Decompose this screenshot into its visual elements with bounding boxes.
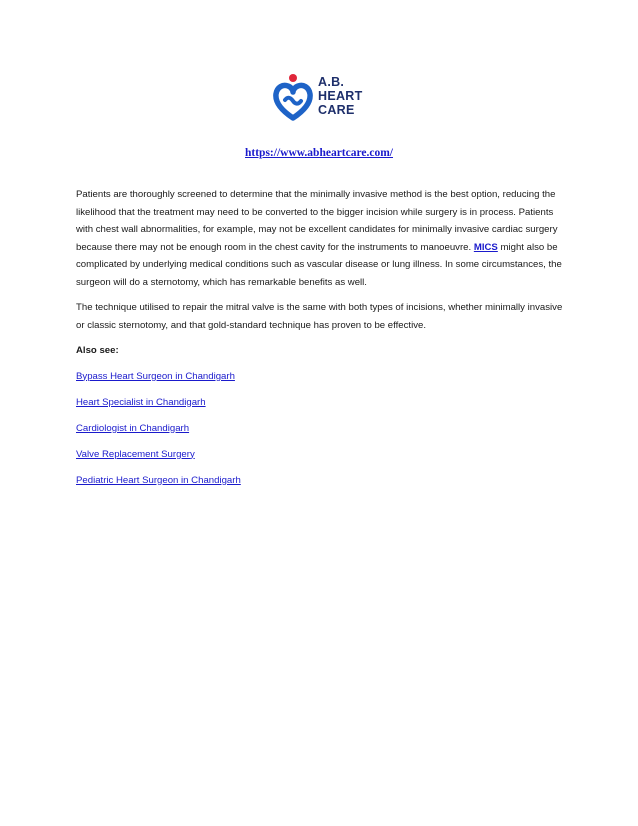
list-item (76, 394, 566, 412)
site-logo (273, 72, 373, 124)
related-links-list (76, 368, 566, 490)
link-valve-replacement[interactable]: Valve Replacement Surgery (76, 448, 195, 460)
website-link[interactable]: https://www.abheartcare.com/ (245, 147, 393, 159)
logo-line-3: CARE (318, 103, 355, 117)
also-see-heading: Also see: (76, 345, 119, 356)
list-item (76, 446, 566, 464)
heart-logo-icon (273, 72, 317, 122)
link-heart-specialist[interactable]: Heart Specialist in Chandigarh (76, 396, 206, 408)
logo-line-1: A.B. (318, 75, 345, 89)
document-body (76, 186, 566, 498)
paragraph-1 (76, 186, 566, 291)
link-pediatric-heart-surgeon[interactable]: Pediatric Heart Surgeon in Chandigarh (76, 474, 241, 486)
link-cardiologist[interactable]: Cardiologist in Chandigarh (76, 422, 190, 434)
paragraph-1-text-after: might also be complicated by underlying medical conditions such as vascular disease or lung illness. In some circumstances, the surgeon will do a sternotomy, which has remarkable benefits as well. (76, 241, 562, 288)
list-item (76, 420, 566, 438)
list-item (76, 368, 566, 386)
mics-link[interactable]: MICS (473, 241, 498, 253)
logo-wordmark (318, 75, 363, 117)
link-bypass-heart-surgeon[interactable]: Bypass Heart Surgeon in Chandigarh (76, 370, 235, 382)
paragraph-2: The technique utilised to repair the mitral valve is the same with both types of incisions, whether minimally invasive or classic sternotomy, and that gold-standard technique has proven to be effective. (76, 302, 563, 331)
logo-line-2: HEART (318, 89, 363, 103)
list-item (76, 472, 566, 490)
paragraph-1-text-before: Patients are thoroughly screened to determine that the minimally invasive method is the best option, reducing the likelihood that the treatment may need to be converted to the bigger incision while surgery is in process. Patients with chest wall abnormalities, for example, may not be excellent candidates for minimally invasive cardiac surgery because there may not be enough room in the chest cavity for the instruments to manoeuvre. (76, 189, 558, 253)
